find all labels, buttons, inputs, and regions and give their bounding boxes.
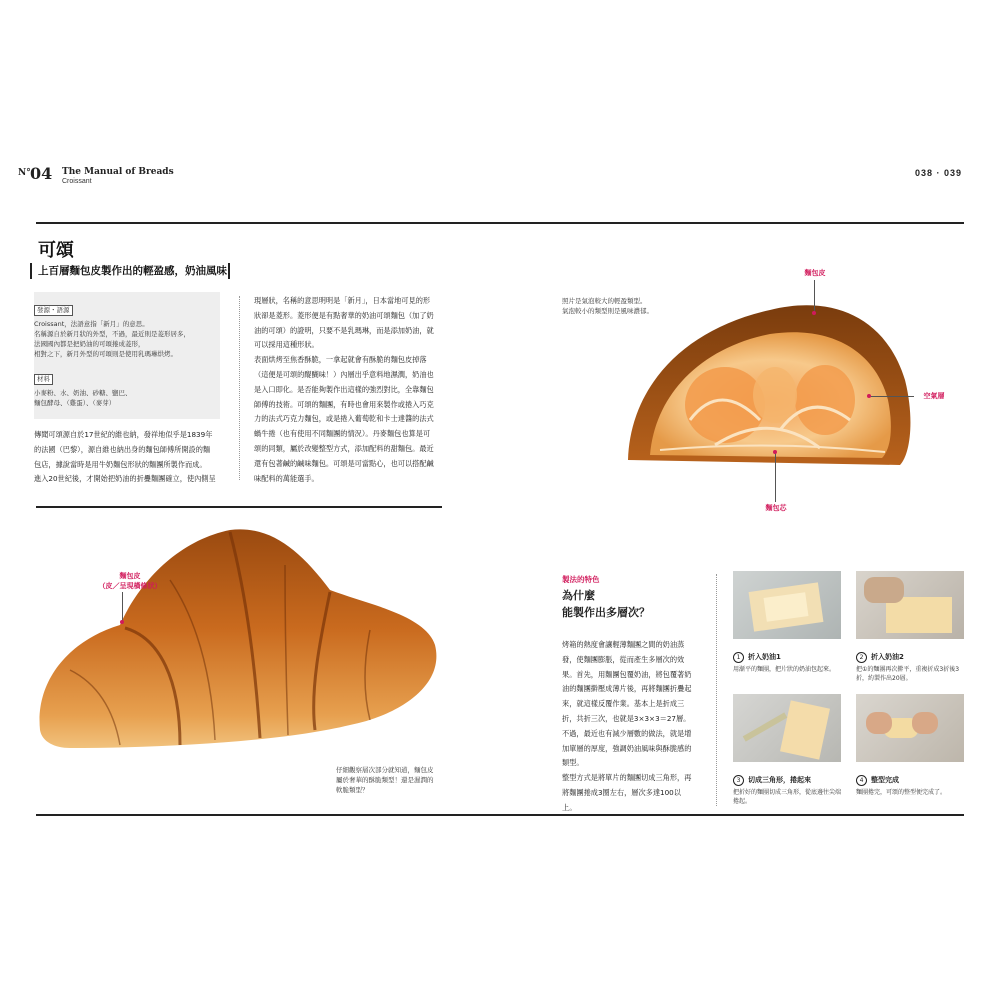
step-2-text: 折，約製作出20層。 — [856, 675, 912, 682]
body-line: 力的法式巧克力麵包，或是捲入葡萄乾和卡士達醬的法式 — [254, 414, 434, 424]
caption-line: 仔細觀察層次部分就知道，麵包皮 — [336, 766, 434, 774]
body-line: 師傅的技術。可頌的麵團，有時也會用來製作或捲入巧克 — [254, 399, 434, 409]
crust-dot — [812, 311, 816, 315]
technique-line: 加單層的厚度，強調奶油風味與酥脆感的 — [562, 743, 692, 753]
technique-line: 將麵團捲成3圈左右，層次多達100以 — [562, 787, 681, 797]
step-1 — [733, 644, 851, 674]
body-line: 可以採用這種形狀。 — [254, 340, 319, 350]
body-line: 是入口即化。是否能夠製作出這樣的強烈對比，全靠麵包 — [254, 384, 434, 394]
top-rule — [36, 222, 964, 224]
body-line: 蝸牛捲（也有使用不同麵團的情況）。丹麥麵包也算是可 — [254, 429, 431, 439]
technique-heading-line2: 能製作出多層次？ — [562, 606, 650, 619]
technique-line: 油的麵團擀壓成薄片後，再將麵團折疊起 — [562, 684, 692, 694]
origin-line: 相對之下，新月外型的可頌則是使用乳瑪琳烘烤。 — [34, 350, 177, 358]
whole-croissant-image — [30, 520, 450, 760]
step-4-number: 4 — [856, 775, 867, 786]
step-1-number: 1 — [733, 652, 744, 663]
whole-crust-dot — [120, 620, 124, 624]
body-column-1 — [34, 428, 230, 487]
step-1-title: 折入奶油1 — [748, 653, 781, 661]
step-2-title: 折入奶油2 — [871, 653, 904, 661]
step-4-text: 麵團捲完，可頌的整型便完成了。 — [856, 789, 947, 796]
body-line: 頌的同類，屬於改變整型方式，添加配料的甜麵包。最近 — [254, 443, 434, 453]
ingredients-line: 麵包酵母、（雞蛋）、（麥芽） — [34, 399, 116, 407]
step-1-photo — [733, 571, 841, 639]
step-4-photo — [856, 694, 964, 762]
technique-line: 折，共折三次，也就是3×3×3＝27層。 — [562, 713, 691, 723]
crust-leader-line — [814, 280, 815, 314]
technique-line: 整型方式是將單片的麵團切成三角形，再 — [562, 773, 692, 783]
body-column-2 — [254, 294, 446, 486]
step-1-text: 用漸平的麵團，把片狀的奶油包起來。 — [733, 666, 836, 673]
air-leader-line — [870, 396, 914, 397]
chapter-number: 04 — [30, 164, 53, 183]
step-3-text: 把折好的麵團切成三角形，從底邊往尖端 — [733, 789, 842, 796]
body-line: 的法國（巴黎），源自維也納出身的麵包師傅所開設的麵 — [34, 444, 211, 454]
caption-line: 屬於奢華的酥脆類型！還是濕潤的 — [336, 776, 434, 784]
whole-crust-label-line1: 麵包皮 — [119, 572, 141, 580]
step-3-photo — [733, 694, 841, 762]
origin-tag: 發源・語源 — [34, 305, 73, 316]
technique-line: 來，就這樣反覆作業。基本上是折成三 — [562, 699, 685, 709]
body-line: 還有包著鹹的鹹味麵包。可頌是可當點心，也可以搭配鹹 — [254, 458, 434, 468]
technique-heading — [562, 587, 650, 621]
technique-divider — [716, 574, 717, 806]
step-3-title: 切成三角形，捲起來 — [748, 776, 811, 784]
technique-line: 果。首先，用麵團包覆奶油，將包覆著奶 — [562, 669, 692, 679]
technique-heading-line1: 為什麼 — [562, 589, 595, 602]
whole-crust-label — [80, 571, 180, 591]
whole-crust-label-line2: （皮／呈現橫條狀） — [98, 582, 162, 590]
caption-line: 軟脆類型？ — [336, 786, 369, 794]
bottom-rule — [36, 814, 964, 816]
label-crust: 麵包皮 — [804, 269, 826, 277]
step-3 — [733, 767, 851, 806]
body-line: 傳聞可頌源自於17世紀的維也納，發祥地似乎是1839年 — [34, 430, 213, 439]
technique-line: 發，使麵團膨脹，從而產生多層次的效 — [562, 654, 685, 664]
technique-tag: 製法的特色 — [562, 575, 600, 584]
origin-line: 名稱源自於新月狀的外型，不過，最近則是菱形居多， — [34, 330, 190, 338]
body-line: 現層狀，名稱的意思明明是「新月」，日本當地可見的形 — [254, 296, 431, 305]
technique-line: 不過，最近也有減少層數的做法，就是增 — [562, 728, 692, 738]
page-numbers: 038 · 039 — [914, 168, 962, 178]
croissant-cross-section-image — [620, 270, 920, 500]
origin-section — [34, 297, 220, 359]
body-line: 進入20世紀後，才開始把奶油的折疊麵團確立，使內側呈 — [34, 474, 216, 484]
step-2-number: 2 — [856, 652, 867, 663]
step-2-text: 把①的麵團再次擀平，重複折成3折後3 — [856, 666, 960, 673]
ingredients-line: 小麥粉、水、奶油、砂糖、鹽巴、 — [34, 389, 132, 397]
body-line: 油的可頌）的證明，只要不是乳瑪琳，而是添加奶油，就 — [254, 325, 434, 335]
body-line: 狀卻是菱形。菱形便是有點奢華的奶油可頌麵包（加了奶 — [254, 310, 434, 320]
step-2-photo — [856, 571, 964, 639]
step-4-title: 整型完成 — [871, 776, 899, 784]
ingredients-section — [34, 366, 220, 408]
body-line: （這便是可頌的醍醐味！）內層出乎意料地濕潤，奶油也 — [254, 369, 434, 379]
air-dot — [867, 394, 871, 398]
section-subtitle: Croissant — [62, 178, 92, 185]
body-line: 包店，據說當時是用牛奶麵包形狀的麵團所製作而成。 — [34, 459, 207, 469]
technique-line: 類型。 — [562, 758, 584, 768]
technique-body — [562, 638, 712, 816]
crumb-leader-line — [775, 452, 776, 502]
step-4 — [856, 767, 974, 797]
step-3-number: 3 — [733, 775, 744, 786]
whole-leader-line — [122, 592, 123, 622]
body-line: 味配料的萬能選手。 — [254, 473, 319, 483]
column-divider — [239, 296, 240, 480]
body-line: 表面烘烤至焦香酥脆，一拿起就會有酥脆的麵包皮掉落 — [254, 355, 427, 365]
caption-line: 照片是氣泡較大的輕盈類型。 — [562, 297, 647, 305]
label-air-layer: 空氣層 — [923, 392, 945, 400]
page-title: 可頌 — [38, 240, 74, 261]
book-title: The Manual of Breads — [62, 167, 174, 177]
technique-line: 烤箱的熱度會讓輕薄麵團之間的奶油蒸 — [562, 640, 685, 649]
section-rule — [36, 506, 442, 508]
origin-line: 法國國內都是把奶油的可頌捲成菱形， — [34, 340, 145, 348]
caption-line: 氣泡較小的類型則是風味濃郁。 — [562, 307, 653, 315]
step-3-text: 捲起。 — [733, 798, 752, 805]
technique-line: 上。 — [562, 802, 577, 812]
crumb-dot — [773, 450, 777, 454]
ingredients-tag: 材料 — [34, 374, 53, 385]
label-crumb: 麵包芯 — [765, 504, 787, 512]
whole-croissant-caption — [336, 765, 446, 795]
origin-line: Croissant，法語意指「新月」的意思。 — [34, 320, 149, 328]
number-prefix: N° — [18, 168, 31, 178]
step-2 — [856, 644, 974, 683]
page-subtitle: 上百層麵包皮製作出的輕盈感，奶油風味 — [38, 265, 227, 277]
